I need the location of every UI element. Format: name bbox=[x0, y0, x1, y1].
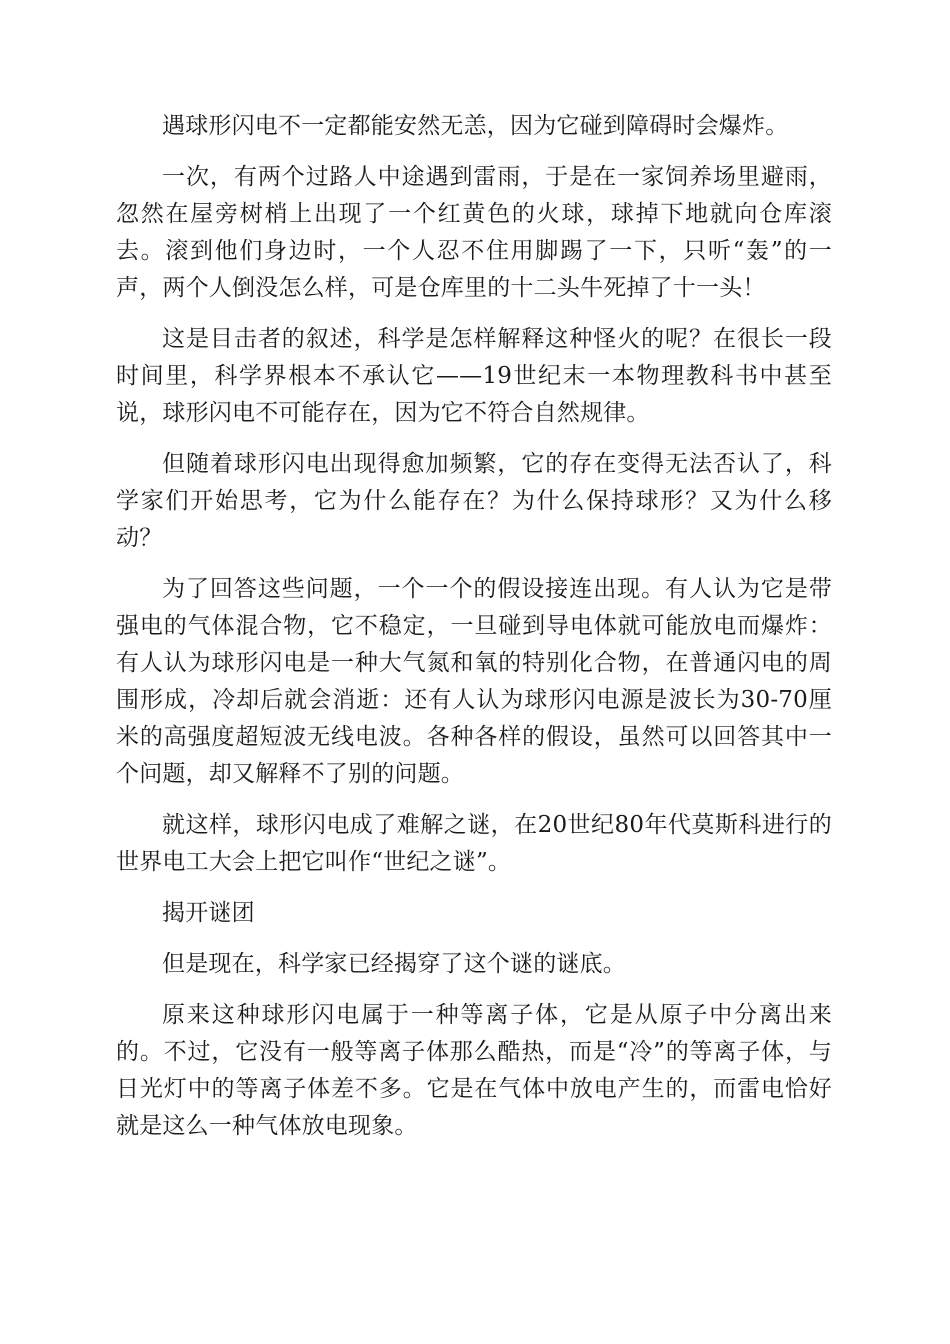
paragraph-7: 但是现在，科学家已经揭穿了这个谜的谜底。 bbox=[162, 951, 626, 977]
paragraph-1: 遇球形闪电不一定都能安然无恙，因为它碰到障碍时会爆炸。 bbox=[162, 113, 789, 139]
paragraph-3: 这是目击者的叙述，科学是怎样解释这种怪火的呢？在很长一段时间里，科学界根本不承认它——19世纪末一本物理教科书中甚至说，球形闪电不可能存在，因为它不符合自然规律。 bbox=[116, 326, 832, 426]
paragraph-2: 一次，有两个过路人中途遇到雷雨，于是在一家饲养场里避雨，忽然在屋旁树梢上出现了一个红黄色的火球，球掉下地就向仓库滚去。滚到他们身边时，一个人忍不住用脚踢了一下，只听“轰”的一声，两个人倒没怎么样，可是仓库里的十二头牛死掉了十一头！ bbox=[116, 164, 832, 301]
paragraph-5: 为了回答这些问题，一个一个的假设接连出现。有人认为它是带强电的气体混合物，它不稳定，一旦碰到导电体就可能放电而爆炸：有人认为球形闪电是一种大气氮和氧的特别化合物，在普通闪电的周围形成，冷却后就会消逝：还有人认为球形闪电源是波长为30-70厘米的高强度超短波无线电波。各种各样的假设，虽然可以回答其中一个问题，却又解释不了别的问题。 bbox=[116, 576, 832, 787]
document-body bbox=[116, 108, 832, 1159]
paragraph-6: 就这样，球形闪电成了难解之谜，在20世纪80年代莫斯科进行的世界电工大会上把它叫作“世纪之谜”。 bbox=[116, 812, 832, 875]
section-heading: 揭开谜团 bbox=[162, 900, 255, 926]
paragraph-8: 原来这种球形闪电属于一种等离子体，它是从原子中分离出来的。不过，它没有一般等离子体那么酷热，而是“冷”的等离子体，与日光灯中的等离子体差不多。它是在气体中放电产生的，而雷电恰好就是这么一种气体放电现象。 bbox=[116, 1002, 832, 1139]
paragraph-4: 但随着球形闪电出现得愈加频繁，它的存在变得无法否认了，科学家们开始思考，它为什么能存在？为什么保持球形？又为什么移动？ bbox=[116, 451, 832, 551]
